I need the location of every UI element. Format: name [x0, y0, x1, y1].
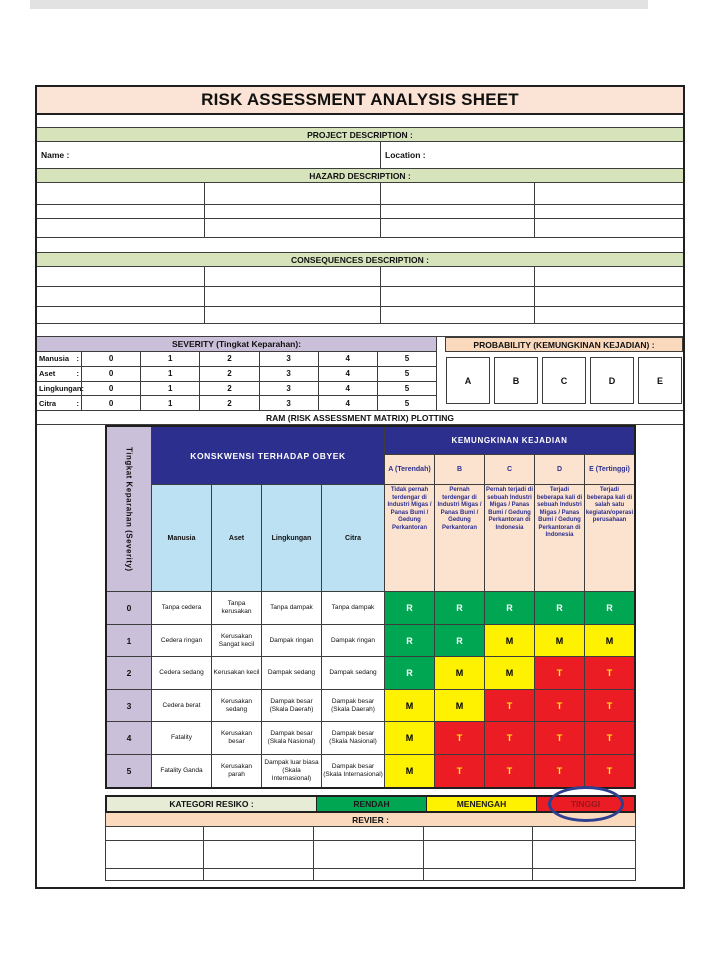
location-field: Location : — [385, 150, 426, 160]
likelihood-desc: Terjadi beberapa kali di salah satu kegiatan/operasi perusahaan — [585, 485, 634, 592]
risk-cell: M — [585, 625, 634, 657]
probability-level-b: B — [494, 357, 538, 404]
legend-tinggi: TINGGI — [537, 797, 634, 811]
risk-cell: T — [535, 657, 585, 690]
project-description-header: PROJECT DESCRIPTION : — [37, 128, 683, 142]
risk-cell: T — [485, 690, 535, 722]
empty-row — [37, 238, 683, 253]
likelihood-col-label: A (Terendah) — [385, 455, 435, 485]
sheet-body — [35, 115, 685, 889]
severity-row-aset: Aset : 0 1 2 3 4 5 — [37, 367, 436, 382]
risk-cell: T — [585, 755, 634, 787]
probability-header: PROBABILITY (KEMUNGKINAN KEJADIAN) : — [445, 337, 683, 352]
risk-cell: M — [385, 755, 435, 787]
project-name-location-row — [37, 142, 683, 169]
likelihood-desc: Pernah terdengar di Industri Migas / Panas Bumi / Gedung Perkantoran — [435, 485, 485, 592]
object-col-manusia: Manusia — [152, 485, 212, 592]
risk-cell: T — [585, 690, 634, 722]
tinggi-annotation-circle — [548, 786, 624, 822]
risk-cell: T — [535, 690, 585, 722]
consequences-row — [37, 287, 683, 307]
empty-row — [37, 115, 683, 128]
consequences-description-header: CONSEQUENCES DESCRIPTION : — [37, 253, 683, 267]
review-table — [105, 827, 636, 881]
risk-cell: R — [485, 592, 535, 625]
risk-cell: M — [435, 657, 485, 690]
risk-cell: T — [535, 722, 585, 755]
severity-level: 3 — [107, 690, 152, 722]
risk-cell: T — [435, 722, 485, 755]
severity-probability-section — [37, 337, 683, 411]
severity-level: 0 — [107, 592, 152, 625]
consequences-row — [37, 307, 683, 324]
legend-rendah: RENDAH — [317, 797, 427, 811]
risk-assessment-matrix: Tingkat Keparahan (Severity) KONSKWENSI TERHADAP OBYEK KEMUNGKINAN KEJADIAN A (Terendah) B C D E (Tertinggi) Manusia Aset Lingkungan Citra Tidak pernah terdengar di Industri Migas / Panas Bumi / Gedung Perkantoran Pernah terdengar di Industri Migas / Panas Bumi / Gedung Perkantoran Pernah terjadi di sebuah Industri Migas / Panas Bumi / Gedung Perkantoran di Indonesia Terjadi beberapa kali di sebuah Industri Migas / Panas Bumi / Gedung Perkantoran di Indonesia Terjadi beberapa kali di salah satu kegiatan/operasi perusahaan 0 Tanpa cedera Tanpa kerusakan Tanpa dampak Tanpa dampak R R R R R 1 Cedera ringan Kerusakan Sangat kecil Dampak ringan Dampak ringan R R M M M 2 Cedera sedang Kerusakan kecil Dampak sedang Dampak sedang R M M T T 3 Cedera berat Kerusakan sedang Dampak besar (Skala Daerah) Dampak besar (Skala Daerah) M M T T T 4 Fatality Kerusakan besar Dampak besar (Skala Nasional) Dampak besar (Skala Nasional) M T T T T 5 Fatality Ganda Kerusakan parah Dampak luar biasa (Skala Internasional) Dampak besar (Skala Internasional) M T T T T — [105, 425, 636, 789]
hazard-row — [37, 205, 683, 219]
page-title: RISK ASSESSMENT ANALYSIS SHEET — [35, 85, 685, 115]
page-edge-strip — [30, 0, 648, 9]
likelihood-desc: Tidak pernah terdengar di Industri Migas / Panas Bumi / Gedung Perkantoran — [385, 485, 435, 592]
risk-cell: R — [535, 592, 585, 625]
object-col-citra: Citra — [322, 485, 385, 592]
likelihood-desc: Pernah terjadi di sebuah Industri Migas / Panas Bumi / Gedung Perkantoran di Indonesia — [485, 485, 535, 592]
review-row — [106, 827, 635, 841]
hazard-row — [37, 219, 683, 238]
risk-cell: M — [435, 690, 485, 722]
severity-level: 2 — [107, 657, 152, 690]
severity-header: SEVERITY (Tingkat Keparahan): — [37, 337, 436, 352]
likelihood-desc: Terjadi beberapa kali di sebuah Industri Migas / Panas Bumi / Gedung Perkantoran di Indonesia — [535, 485, 585, 592]
risk-cell: T — [435, 755, 485, 787]
hazard-row — [37, 183, 683, 205]
risk-assessment-sheet — [35, 85, 685, 889]
severity-level: 1 — [107, 625, 152, 657]
ram-plotting-header: RAM (RISK ASSESSMENT MATRIX) PLOTTING — [37, 411, 683, 425]
risk-cell: T — [535, 755, 585, 787]
name-field: Name : — [37, 142, 381, 168]
severity-row-lingkungan: Lingkungan : 0 1 2 3 4 5 — [37, 382, 436, 397]
risk-cell: T — [485, 722, 535, 755]
risk-cell: M — [485, 657, 535, 690]
likelihood-col-label: C — [485, 455, 535, 485]
consequence-header: KONSKWENSI TERHADAP OBYEK — [152, 427, 385, 485]
risk-cell: R — [585, 592, 634, 625]
object-col-aset: Aset — [212, 485, 262, 592]
severity-table — [37, 337, 437, 410]
risk-cell: T — [585, 722, 634, 755]
severity-axis-label: Tingkat Keparahan (Severity) — [107, 427, 152, 592]
review-row — [106, 869, 635, 880]
hazard-description-header: HAZARD DESCRIPTION : — [37, 169, 683, 183]
risk-category-legend — [105, 795, 636, 813]
object-col-lingkungan: Lingkungan — [262, 485, 322, 592]
risk-cell: R — [435, 592, 485, 625]
consequences-row — [37, 267, 683, 287]
likelihood-header: KEMUNGKINAN KEJADIAN — [385, 427, 634, 455]
likelihood-col-label: E (Tertinggi) — [585, 455, 634, 485]
severity-level: 5 — [107, 755, 152, 787]
probability-level-d: D — [590, 357, 634, 404]
risk-cell: M — [485, 625, 535, 657]
legend-menengah: MENENGAH — [427, 797, 537, 811]
risk-cell: M — [385, 722, 435, 755]
risk-cell: R — [385, 592, 435, 625]
severity-row-manusia: Manusia : 0 1 2 3 4 5 — [37, 352, 436, 367]
likelihood-col-label: D — [535, 455, 585, 485]
severity-row-citra: Citra : 0 1 2 3 4 5 — [37, 396, 436, 410]
review-row — [106, 841, 635, 869]
risk-cell: R — [385, 657, 435, 690]
risk-cell: T — [585, 657, 634, 690]
probability-table — [445, 337, 683, 410]
risk-cell: M — [535, 625, 585, 657]
risk-cell: R — [385, 625, 435, 657]
probability-level-c: C — [542, 357, 586, 404]
review-header: REVIER : — [105, 813, 636, 827]
risk-cell: R — [435, 625, 485, 657]
risk-cell: M — [385, 690, 435, 722]
probability-level-a: A — [446, 357, 490, 404]
severity-level: 4 — [107, 722, 152, 755]
risk-cell: T — [485, 755, 535, 787]
probability-level-e: E — [638, 357, 682, 404]
empty-row — [37, 324, 683, 337]
legend-label: KATEGORI RESIKO : — [107, 797, 317, 811]
likelihood-col-label: B — [435, 455, 485, 485]
